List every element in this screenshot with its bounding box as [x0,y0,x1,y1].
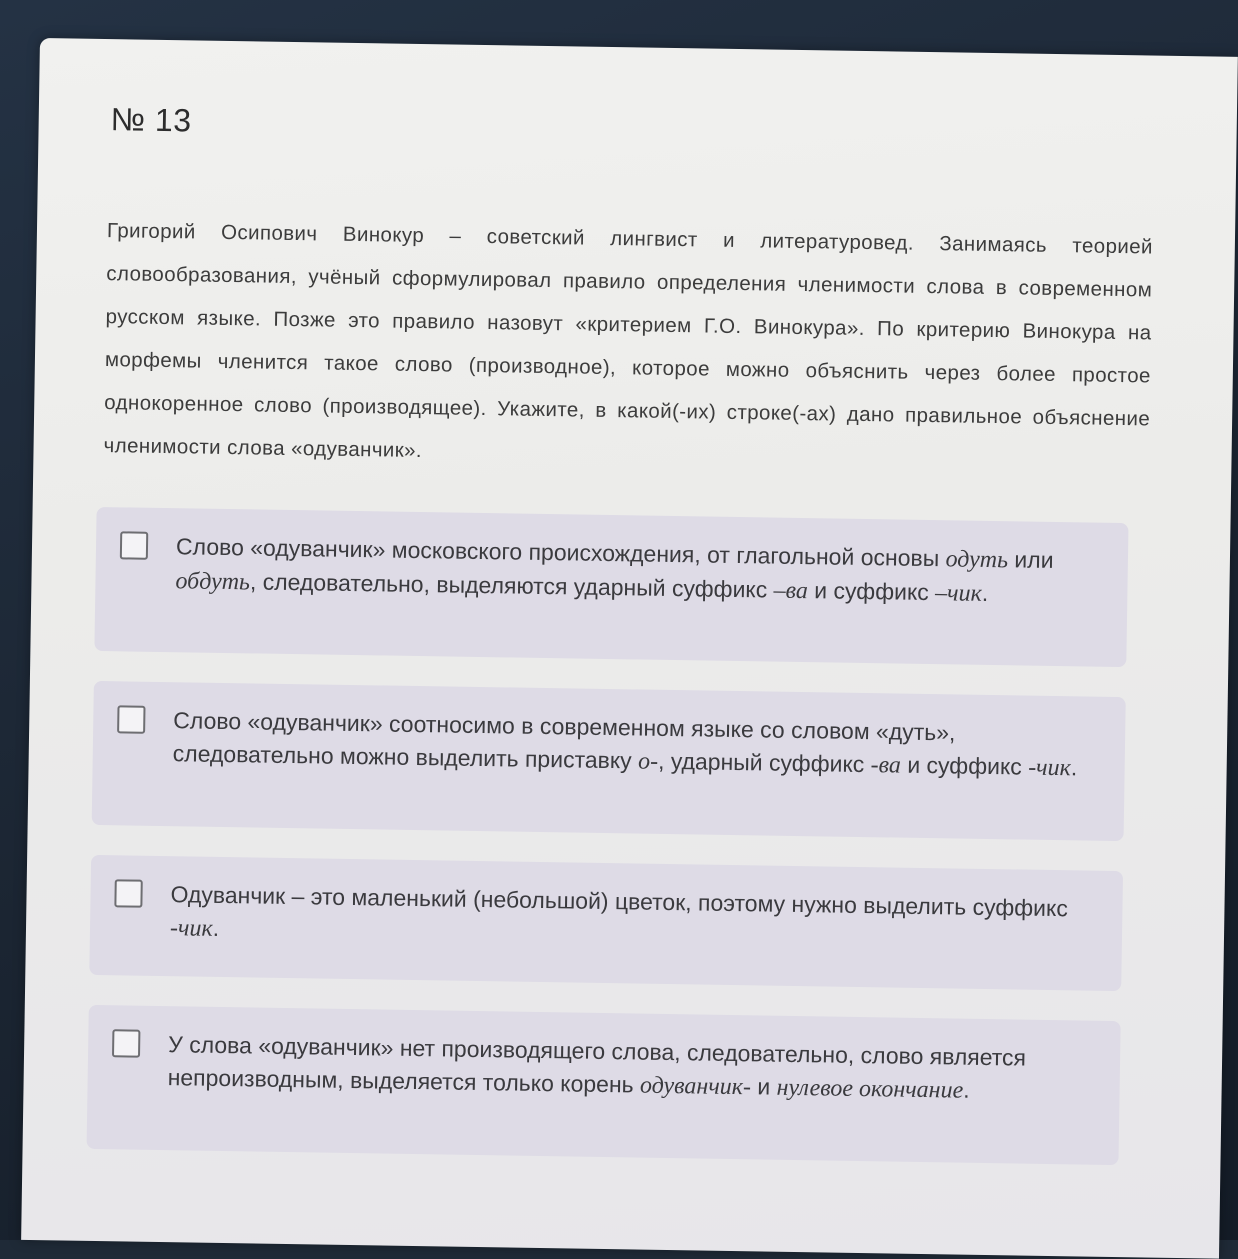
answer-option-1[interactable] [94,507,1128,667]
option-1-text: Слово «одуванчик» московского происхождения, от глагольной основы одуть или обдуть, следовательно, выделяются ударный суффикс –ва и суффикс –чик. [175,533,1054,607]
task-description: Григорий Осипович Винокур – советский лингвист и литературовед. Занимаясь теорией словообразования, учёный сформулировал правило определения членимости слова в современном русском языке. Позже это правило назовут «критерием Г.О. Винокура». По критерию Винокура на морфемы членится такое слово (производное), которое можно объяснить через более простое однокоренное слово (производящее). Укажите, в какой(-их) строке(-ах) дано правильное объяснение членимости слова «одуванчик». [103,219,1154,463]
answer-options [86,507,1128,1195]
option-4-checkbox[interactable] [112,1029,140,1057]
option-4-text: У слова «одуванчик» нет производящего слова, следовательно, слово является непроизводным, выделяется только корень одуванчик- и нулевое окончание. [167,1031,1027,1104]
option-2-checkbox[interactable] [117,705,145,733]
option-3-checkbox[interactable] [114,879,142,907]
option-3-text: Одуванчик – это маленький (небольшой) цветок, поэтому нужно выделить суффикс -чик. [169,881,1069,942]
task-number: № 13 [110,101,192,139]
answer-option-2[interactable] [92,681,1126,841]
task-card [21,38,1238,1259]
option-1-checkbox[interactable] [120,531,148,559]
answer-option-3[interactable] [89,855,1123,991]
answer-option-4[interactable] [87,1005,1121,1165]
option-2-text: Слово «одуванчик» соотносимо в современном языке со словом «дуть», следовательно можно выделить приставку о-, ударный суффикс -ва и суффикс -чик. [172,707,1078,782]
